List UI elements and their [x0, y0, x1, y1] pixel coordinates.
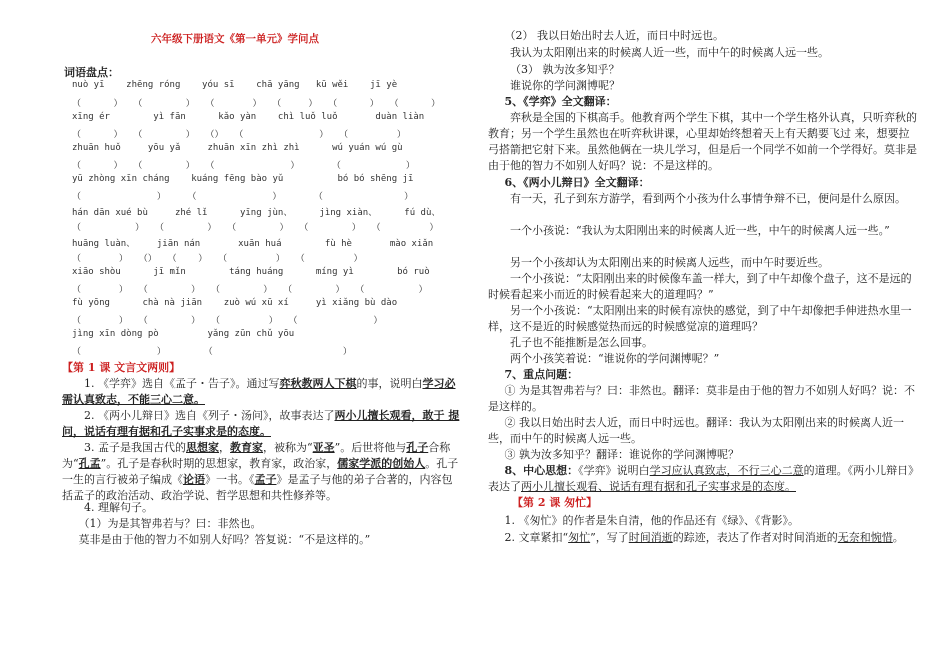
text-run: ，被称为“ [263, 441, 313, 454]
vocab-pinyin-row: nuò yī zhēng róng yóu sī chā yāng kū wěi jī yè [72, 80, 398, 90]
right-sentence3: （3） 孰为汝多知乎？ [510, 63, 620, 76]
lesson1-point4: 4. 理解句子。 [84, 501, 153, 514]
key-phrase: 匆忙 [568, 531, 591, 544]
section8-central-idea [488, 463, 920, 495]
section6-heading: 6、《两小儿辩日》全文翻译： [504, 176, 650, 189]
vocab-heading: 词语盘点： [64, 66, 119, 79]
vocab-bracket-row: （ ） （ ） [72, 347, 352, 357]
lesson2-heading: 【第 2 课 匆忙】 [512, 496, 598, 509]
key-phrase: 儒家学派的创始人 [337, 457, 426, 470]
text-run: 的事，说明白 [356, 377, 423, 390]
section6-para2: 一个小孩说：“我认为太阳刚出来的时候离人近一些，中午的时候离人远一些。” [510, 224, 890, 237]
key-phrase: 亚圣 [312, 441, 335, 454]
lesson2-point2 [488, 530, 920, 546]
lesson1-heading: 【第 1 课 文言文两则】 [62, 361, 181, 374]
section5-heading: 5、《学弈》全文翻译： [504, 95, 617, 108]
text-run: 。 [892, 531, 904, 544]
text-run: ”。后世将他与 [334, 441, 407, 454]
lesson1-point1 [62, 376, 462, 408]
vocab-bracket-row: （ ） （ ） （ ） （ ） （ ） [72, 223, 439, 233]
key-phrase: 学习 [422, 377, 445, 390]
text-run: 。孔子一生的言行被弟子编成《 [62, 457, 459, 486]
vocab-bracket-row: （ ） （ ） （ ） （ ） [72, 161, 415, 171]
vocab-bracket-row: （ ） （ ） （ ） [72, 192, 414, 202]
text-run: ”，写了 [590, 531, 629, 544]
text-run: 合称为“ [62, 441, 451, 470]
vocab-bracket-row: （ ） （ ） （ ） （ ） （ ） [72, 285, 428, 295]
key-phrase: 教育家 [230, 441, 263, 454]
text-run: 1. 《学弈》选自《孟子・告子》。通过写 [84, 377, 280, 390]
lesson1-sentence1: （1）为是其智弗若与？曰：非然也。 [78, 517, 262, 530]
right-sentence3-translation: 谁说你的学问渊博呢？ [510, 79, 620, 92]
text-run: 2. 《两小儿辩日》选自《列子・汤问》，故事表达了 [84, 409, 335, 422]
key-phrase: 时间消逝 [628, 531, 673, 544]
vocab-bracket-row: （ ） （ ） （ ） （ ） （ ） （ ） [72, 99, 441, 109]
key-phrase: 孟子 [254, 473, 277, 486]
section6-para1: 有一天，孔子到东方游学，看到两个小孩为什么事情争辩不已，便问是什么原因。 [510, 192, 906, 205]
vocab-bracket-row: （ ） （ ） （ ） （ ） [72, 316, 383, 326]
section8-heading: 8、中心思想： [504, 464, 579, 477]
section7-q1: ① 为是其智弗若与？曰：非然也。翻译：莫非是由于他的智力不如别人好吗？说：不是这样的。 [488, 384, 915, 413]
text-run: ， [219, 441, 230, 454]
key-phrase: 弈秋教两人下棋 [279, 377, 357, 390]
section6-para5: 另一个小孩说：“太阳刚出来的时候有凉快的感觉，到了中午却像把手伸进热水里一样，这不是近的时候感觉热而远的时候感觉凉的道理吗？ [488, 304, 912, 333]
lesson1-sentence1-translation: 莫非是由于他的智力不如别人好吗？答复说：“不是这样的。” [78, 533, 371, 546]
vocab-pinyin-row: hán dān xué bù zhé lǐ yīng jùn、 jìng xiàn、 fú dù、 [72, 208, 441, 218]
vocab-bracket-row: （ ） （） （ ） （ ） （ ） [72, 254, 363, 264]
section6-para7: 两个小孩笑着说：“谁说你的学问渊博呢？” [510, 352, 720, 365]
section6-para3: 另一个小孩却认为太阳刚出来的时候离人远些，而中午时要近些。 [510, 256, 829, 269]
text-run: 》一书。《 [205, 473, 255, 486]
key-phrase: 思想家 [186, 441, 219, 454]
section6-para6: 孔子也不能推断是怎么回事。 [510, 336, 653, 349]
key-phrase: 无奈和惋惜 [837, 531, 893, 544]
vocab-pinyin-row: xīng ér yì fān kǎo yàn chì luǒ luǒ duàn liàn [72, 112, 425, 122]
key-phrase: 孔孟 [78, 457, 101, 470]
text-run: 2. 文章紧扣“ [504, 531, 569, 544]
right-sentence2-translation: 我认为太阳刚出来的时候离人近一些，而中午的时候离人远一些。 [510, 46, 829, 59]
key-phrase: 学习应认真致志，不行三心二意 [649, 464, 804, 477]
text-run: 3. 孟子是我国古代的 [84, 441, 186, 454]
vocab-pinyin-row: fù yōng chà nà jiān zuò wú xū xí yì xiǎng bù dào [72, 298, 398, 308]
text-run: 》是孟子与他的弟子合著的，内容包括孟子的政治活动、政治学说、哲学思想和共性修养等。 [62, 473, 453, 502]
key-phrase: 问，说话有理有据和孔子实事求是的态度。 [62, 425, 271, 438]
text-run: ”。孔子是春秋时期的思想家，教育家，政治家， [100, 457, 338, 470]
text-run: 《学弈》说明白 [578, 464, 650, 477]
key-phrase: 两小儿擅长观看、说话有理有据和孔子实事求是的态度。 [521, 480, 796, 493]
document-title: 六年级下册语文《第一单元》学问点 [151, 33, 319, 45]
vocab-pinyin-row: jìng xīn dòng pò yǎng zūn chǔ yōu [72, 329, 295, 339]
lesson1-point2 [62, 408, 462, 440]
vocab-pinyin-row: zhuān huǒ yōu yǎ zhuān xīn zhì zhì wú yuán wú gù [72, 143, 403, 153]
section7-q3: ③ 孰为汝多知乎？翻译：谁说你的学问渊博呢？ [504, 448, 739, 461]
key-phrase: 两小儿擅长观看，敢于 提 [334, 409, 460, 422]
section7-heading: 7、重点问题： [504, 368, 579, 381]
text-run: 的踪迹，表达了作者对时间消逝的 [672, 531, 838, 544]
vocab-pinyin-row: yū zhòng xīn cháng kuáng fēng bào yǔ bó bó shēng jī [72, 174, 414, 184]
key-phrase: 必需认真致志，不能三心二意。 [62, 377, 456, 406]
key-phrase: 论语 [183, 473, 205, 486]
lesson2-point1: 1. 《匆忙》的作者是朱自清，他的作品还有《绿》、《背影》。 [504, 514, 799, 527]
section7-q2: ② 我以日始出时去人近，而日中时远也。翻译：我认为太阳刚出来的时候离人近一些，而中午的时候离人远一些。 [488, 416, 904, 445]
lesson1-point3 [62, 440, 462, 504]
right-sentence2: （2） 我以日始出时去人近，而日中时远也。 [504, 29, 724, 42]
vocab-pinyin-row: xiāo shòu jī mǐn táng huáng míng yì bó ruò [72, 267, 430, 277]
key-phrase: 孔子 [406, 441, 429, 454]
section6-para4: 一个小孩说：“太阳刚出来的时候像车盖一样大，到了中午却像个盘子，这不是远的时候看起来小而近的时候看起来大的道理吗？” [488, 272, 912, 301]
vocab-pinyin-row: huāng luàn、 jiān nán xuān huá fù hè mào xiǎn [72, 239, 434, 249]
section5-translation: 弈秋是全国的下棋高手。他教育两个学生下棋，其中一个学生格外认真，只听弈秋的教育；另一个学生虽然也在听弈秋讲课，心里却始终想着天上有天鹅要飞过 来，想要拉弓搭箭把它射下来。虽然他俩在一块儿学习，但是后一个同学不如前一个学得好。莫非是由于他的智力不如别人好吗？说：不是这样的。 [488, 111, 917, 172]
vocab-bracket-row: （ ） （ ） （） （ ） （ ） [72, 130, 406, 140]
text-run: 的道理。《两小儿辩日》表达了 [488, 464, 920, 493]
